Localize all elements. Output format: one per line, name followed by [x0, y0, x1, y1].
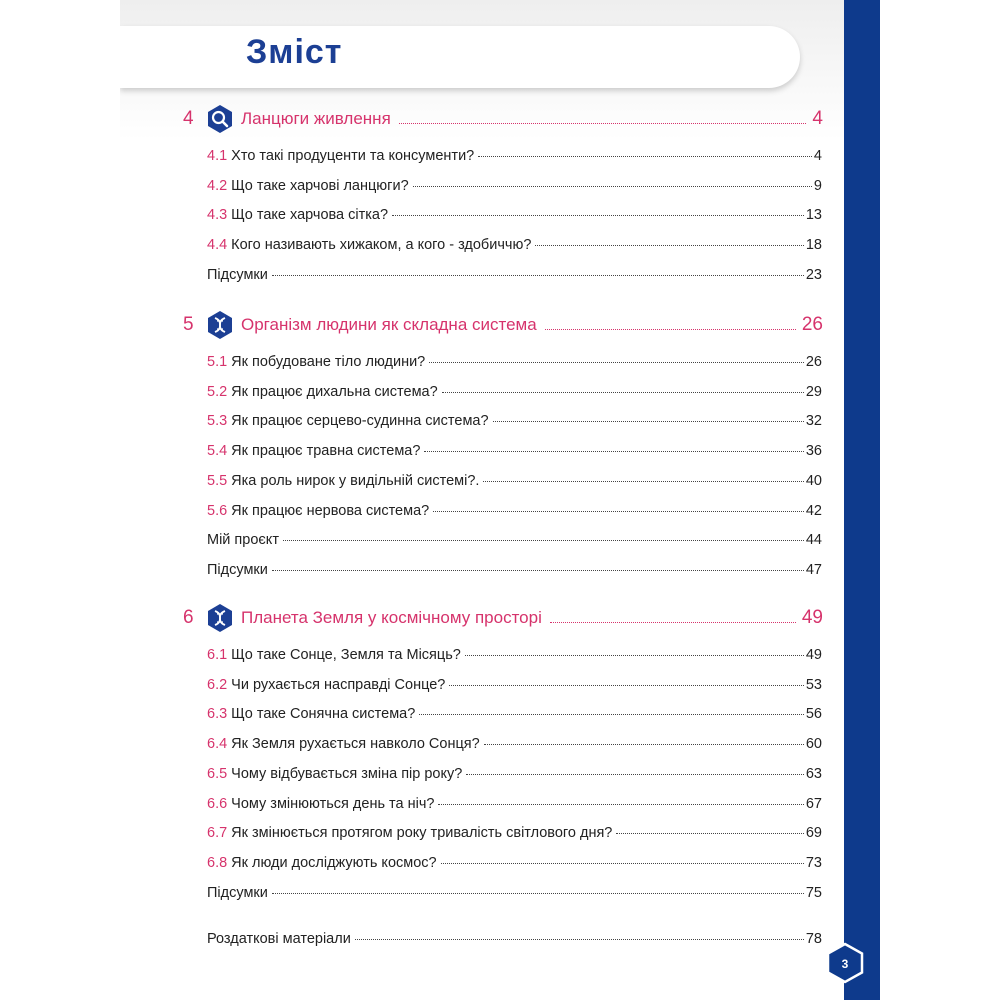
entry-number: 6.4 [207, 736, 228, 753]
title-banner [120, 26, 800, 88]
entry-page: 49 [805, 647, 822, 663]
entry-title: Як змінюється протягом року тривалість світлового дня? [231, 825, 613, 842]
entry-page: 26 [805, 354, 822, 370]
toc-entry[interactable] [207, 736, 822, 752]
chapter-number: 4 [183, 108, 194, 129]
toc-entry[interactable] [207, 413, 822, 429]
entry-number: 4.1 [207, 148, 228, 164]
entry-number: 6.3 [207, 706, 228, 723]
appendix-entry[interactable] [207, 931, 822, 947]
toc-entry[interactable] [207, 796, 822, 812]
entry-number: 5.1 [207, 354, 228, 370]
entry-page: 36 [805, 443, 822, 460]
entry-page: 73 [805, 854, 822, 871]
dot-leader [616, 833, 803, 834]
toc-entry[interactable] [207, 237, 822, 253]
toc-entry[interactable] [207, 766, 822, 782]
toc-entry[interactable] [207, 178, 822, 194]
toc-entry[interactable] [207, 267, 822, 283]
toc-entry[interactable] [207, 885, 822, 901]
toc-entry[interactable] [207, 503, 822, 519]
entry-title: Яка роль нирок у видільній системі?. [231, 472, 480, 489]
entry-page: 53 [805, 676, 822, 693]
dot-leader [449, 685, 804, 686]
entry-title: Роздаткові матеріали [207, 931, 351, 947]
dot-leader [413, 186, 812, 187]
toc-entry[interactable] [207, 207, 822, 223]
toc-entry[interactable] [207, 443, 822, 459]
entry-page: 69 [805, 825, 822, 842]
entry-title: Підсумки [207, 266, 268, 283]
dot-leader [483, 481, 803, 482]
toc-entry[interactable] [207, 562, 822, 578]
dot-leader [545, 329, 796, 330]
entry-number: 6.6 [207, 795, 228, 812]
entry-title: Як працює нервова система? [231, 502, 430, 519]
entry-page: 75 [805, 884, 822, 901]
entry-title: Що таке харчова сітка? [231, 207, 389, 224]
entry-title: Мій проєкт [207, 532, 279, 549]
entry-page: 40 [805, 472, 822, 489]
entry-title: Що таке харчові ланцюги? [231, 177, 409, 194]
entry-number: 6.8 [207, 854, 228, 871]
dot-leader [283, 540, 804, 541]
entry-page: 56 [805, 706, 822, 723]
toc-entry[interactable] [207, 473, 822, 489]
entry-number: 4.4 [207, 237, 228, 254]
page-title: Зміст [246, 33, 343, 71]
entry-number: 5.5 [207, 472, 228, 489]
dot-leader [484, 744, 804, 745]
toc-entry[interactable] [207, 384, 822, 400]
entry-page: 18 [805, 237, 822, 254]
toc-entry[interactable] [207, 825, 822, 841]
toc-entry[interactable] [207, 647, 822, 663]
entry-title: Що таке Сонце, Земля та Місяць? [231, 647, 461, 663]
entry-title: Як побудоване тіло людини? [231, 354, 426, 370]
page-number-badge [824, 942, 866, 984]
chapter-number: 6 [183, 607, 194, 628]
toc-entry[interactable] [207, 354, 822, 370]
chapter-title: Організм людини як складна система [241, 315, 537, 334]
dot-leader [272, 893, 804, 894]
dot-leader [419, 714, 804, 715]
entry-page: 23 [805, 266, 822, 283]
entry-page: 42 [805, 502, 822, 519]
entry-number: 6.7 [207, 825, 228, 842]
entry-page: 47 [805, 561, 822, 578]
dna-icon [205, 310, 235, 340]
dot-leader [441, 863, 804, 864]
dot-leader [272, 570, 804, 571]
chapter-page: 4 [812, 108, 823, 129]
entry-page: 67 [805, 795, 822, 812]
dot-leader [392, 215, 804, 216]
chapter-heading[interactable] [183, 104, 823, 134]
magnifier-icon [205, 104, 235, 134]
dot-leader [429, 362, 804, 363]
entry-title: Чи рухається насправді Сонце? [231, 676, 446, 693]
dot-leader [438, 804, 803, 805]
entry-title: Як працює травна система? [231, 443, 421, 460]
entry-title: Як люди досліджують космос? [231, 854, 437, 871]
dot-leader [465, 655, 804, 656]
entry-page: 44 [805, 532, 822, 549]
dot-leader [433, 511, 804, 512]
dot-leader [535, 245, 803, 246]
entry-page: 78 [805, 931, 822, 947]
entry-number: 4.3 [207, 207, 228, 224]
toc-entry[interactable] [207, 677, 822, 693]
dot-leader [399, 123, 807, 124]
entry-number: 5.6 [207, 502, 228, 519]
toc-entry[interactable] [207, 855, 822, 871]
entry-page: 13 [805, 207, 822, 224]
entry-title: Чому відбувається зміна пір року? [231, 765, 463, 782]
chapter-page: 26 [801, 314, 823, 335]
entry-page: 63 [805, 765, 822, 782]
chapter-title: Ланцюги живлення [241, 109, 391, 128]
dot-leader [424, 451, 803, 452]
entry-page: 9 [813, 177, 822, 194]
entry-title: Кого називають хижаком, а кого - здобиччю? [231, 237, 532, 254]
entry-number: 6.5 [207, 765, 228, 782]
dot-leader [442, 392, 804, 393]
dot-leader [550, 622, 796, 623]
entry-number: 5.3 [207, 413, 228, 430]
dot-leader [478, 156, 812, 157]
entry-page: 32 [805, 413, 822, 430]
chapter-heading[interactable] [183, 310, 823, 340]
entry-title: Хто такі продуценти та консументи? [231, 148, 475, 164]
entry-title: Підсумки [207, 561, 268, 578]
chapter-page: 49 [801, 607, 823, 628]
dot-leader [355, 939, 804, 940]
side-band [841, 0, 880, 1000]
dot-leader [272, 275, 804, 276]
entry-page: 4 [813, 148, 822, 164]
dot-leader [493, 421, 804, 422]
chapter-title: Планета Земля у космічному просторі [241, 608, 542, 627]
toc-entry[interactable] [207, 706, 822, 722]
toc-entry[interactable] [207, 532, 822, 548]
entry-page: 60 [805, 736, 822, 753]
entry-title: Підсумки [207, 884, 268, 901]
chapter-number: 5 [183, 314, 194, 335]
entry-title: Чому змінюються день та ніч? [231, 795, 435, 812]
entry-number: 5.4 [207, 443, 228, 460]
entry-title: Як Земля рухається навколо Сонця? [231, 736, 480, 753]
entry-number: 5.2 [207, 383, 228, 400]
entry-title: Як працює дихальна система? [231, 383, 438, 400]
entry-title: Як працює серцево-судинна система? [231, 413, 489, 430]
chapter-heading[interactable] [183, 603, 823, 633]
entry-page: 29 [805, 383, 822, 400]
page-number: 3 [841, 957, 849, 971]
toc-entry[interactable] [207, 148, 822, 164]
entry-title: Що таке Сонячна система? [231, 706, 416, 723]
entry-number: 4.2 [207, 177, 228, 194]
entry-number: 6.2 [207, 676, 228, 693]
dna-icon [205, 603, 235, 633]
entry-number: 6.1 [207, 647, 228, 663]
dot-leader [466, 774, 804, 775]
